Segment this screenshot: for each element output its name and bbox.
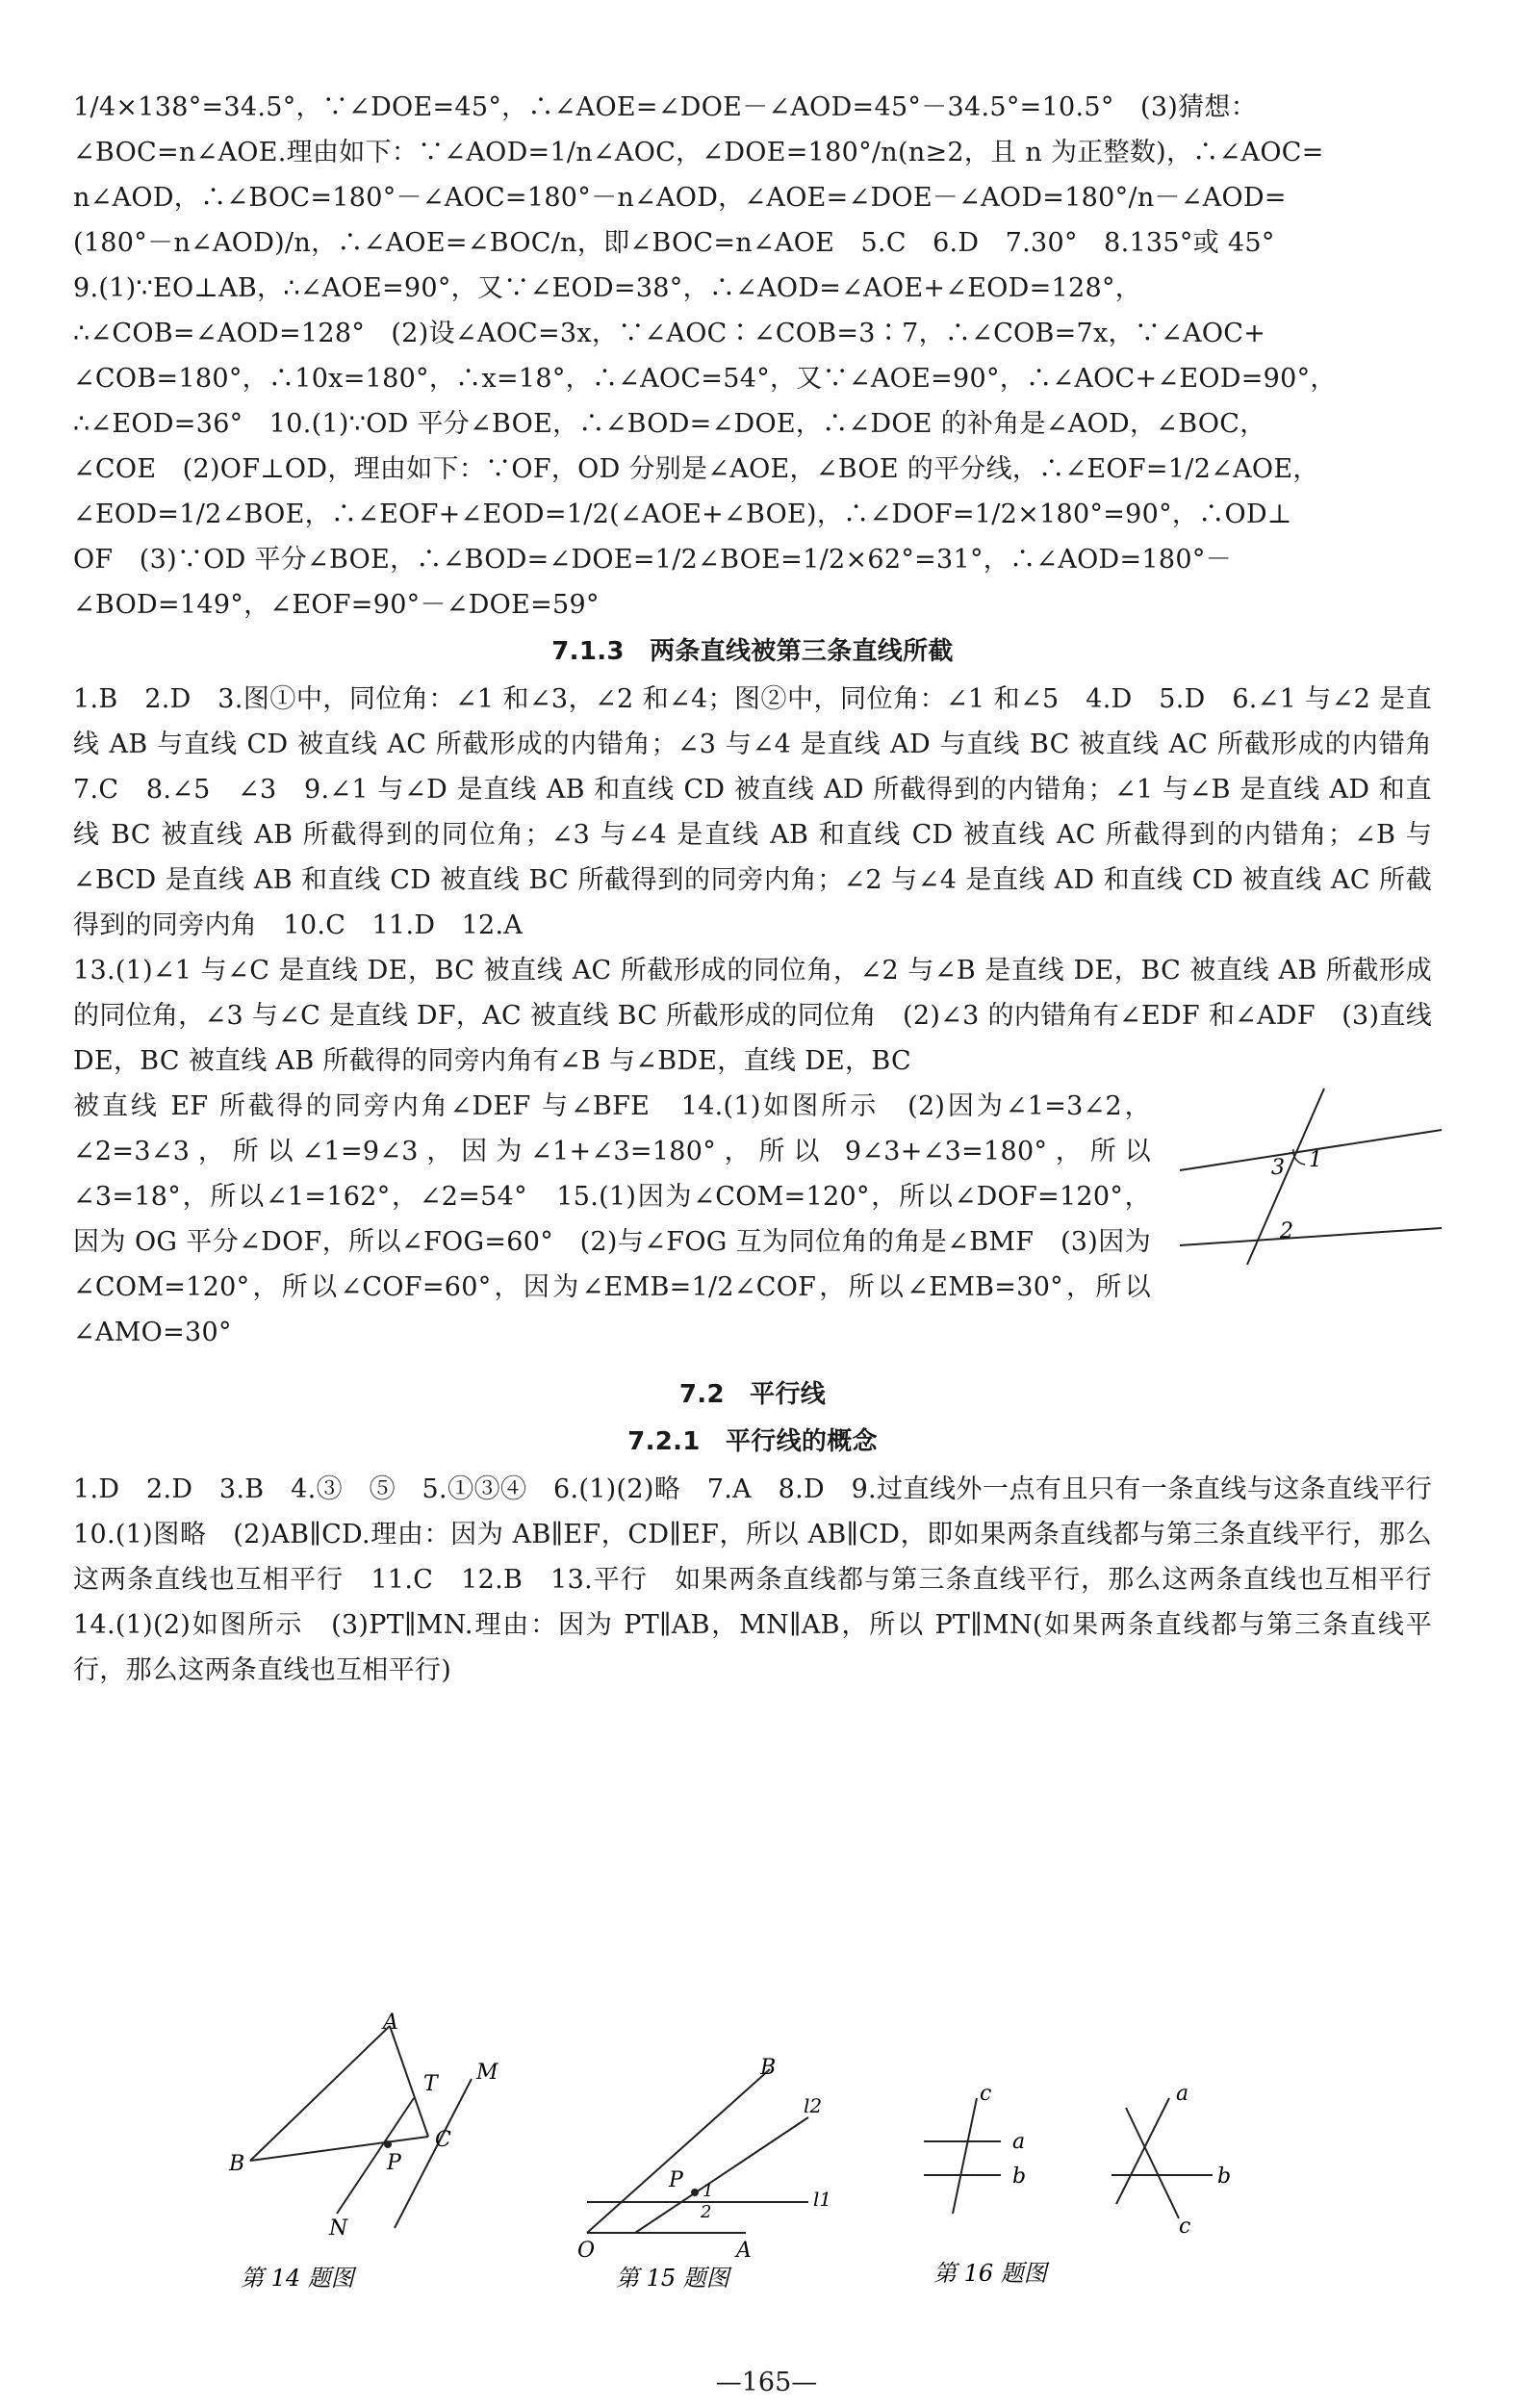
point-label: l1 [813,2188,832,2211]
line-label: b [1217,2165,1232,2189]
point-label: P [669,2168,683,2192]
text-line: OF (3)∵OD 平分∠BOE，∴∠BOD=∠DOE=1/2∠BOE=1/2×62°=31°，∴∠AOD=180°－ [73,545,1232,575]
point-label: M [476,2061,498,2085]
angle-label: 2 [701,2202,712,2222]
text-line: n∠AOD，∴∠BOC=180°－∠AOC=180°－n∠AOD，∠AOE=∠DOE－∠AOD=180°/n－∠AOD= [73,183,1287,213]
text-line: ∠BOC=n∠AOE.理由如下：∵∠AOD=1/n∠AOC，∠DOE=180°/n(n≥2，且 n 为正整数)，∴∠AOC= [73,138,1324,167]
answer-page [73,85,1459,1693]
text-line: (180°－n∠AOD)/n，∴∠AOE=∠BOC/n，即∠BOC=n∠AOE 5.C 6.D 7.30° 8.135°或 45° [73,228,1275,258]
point-p [384,2140,392,2148]
text-line: ∴∠EOD=36° 10.(1)∵OD 平分∠BOE，∴∠BOD=∠DOE，∴∠DOE 的补角是∠AOD，∠BOC， [73,409,1266,439]
figure-14 [221,2011,568,2292]
text-line: ∠EOD=1/2∠BOE，∴∠EOF+∠EOD=1/2(∠AOE+∠BOE)，∴∠DOF=1/2×180°=90°，∴OD⊥ [73,500,1292,529]
text-line: ∠COB=180°，∴10x=180°，∴x=18°，∴∠AOC=54°，又∵∠AOE=90°，∴∠AOC+∠EOD=90°， [73,364,1337,394]
segment [337,2098,414,2214]
segment [1116,2098,1169,2204]
text-line: ∴∠COB=∠AOD=128° (2)设∠AOC=3x，∵∠AOC∶∠COB=3∶7，∴∠COB=7x，∵∠AOC+ [73,319,1266,348]
text-line: ∠BOD=149°，∠EOF=90°－∠DOE=59° [73,590,600,620]
section-721-answers: 1.D 2.D 3.B 4.③ ⑤ 5.①③④ 6.(1)(2)略 7.A 8.D 9.过直线外一点有且只有一条直线与这条直线平行 10.(1)图略 (2)AB∥CD.理由：因为 AB∥EF，CD∥EF，所以 AB∥CD，即如果两条直线都与第三条直线平行，那么这两条直线也互相平行 11.C 12.B 13.平行 如果两条直线都与第三条直线平行，那么这两条直线也互相平行 14.(1)(2)如图所示 (3)PT∥MN.理由：因为 PT∥AB，MN∥AB，所以 PT∥MN(如果两条直线都与第三条直线平行，那么这两条直线也互相平行) [73,1474,1459,1685]
point-label: l2 [804,2094,823,2117]
figure-caption: 第 16 题图 [933,2260,1047,2287]
lower-line [1180,1228,1442,1245]
section-title-713: 7.1.3 两条直线被第三条直线所截 [551,637,954,666]
point-p [691,2189,699,2196]
point-label: A [736,2239,752,2263]
angle-label: 1 [703,2181,714,2201]
point-label: T [423,2072,438,2096]
top-block [73,85,1432,628]
figure-row [0,2011,1359,2292]
answer-14-block [73,1084,1432,1355]
point-label: B [760,2056,777,2080]
point-label: C [435,2128,451,2152]
section-713-answers: 1.B 2.D 3.图①中，同位角：∠1 和∠3，∠2 和∠4；图②中，同位角：∠1 和∠5 4.D 5.D 6.∠1 与∠2 是直线 AB 与直线 CD 被直线 AC 所截形成的内错角；∠3 与∠4 是直线 AD 与直线 BC 被直线 AC 所截形成的内错角 7.C 8.∠5 ∠3 9.∠1 与∠D 是直线 AB 和直线 CD 被直线 AD 所截得到的内错角；∠1 与∠B 是直线 AD 和直线 BC 被直线 AB 所截得到的同位角；∠3 与∠4 是直线 AB 和直线 CD 被直线 AC 所截得到的内错角；∠B 与∠BCD 是直线 AB 和直线 CD 被直线 BC 所截得到的同旁内角；∠2 与∠4 是直线 AD 和直线 CD 被直线 AC 所截得到的同旁内角 10.C 11.D 12.A [73,684,1459,940]
section-713-answer-14: 被直线 EF 所截得的同旁内角∠DEF 与∠BFE 14.(1)如图所示 (2)因为∠1=3∠2，∠2=3∠3，所以∠1=9∠3，因为∠1+∠3=180°，所以 9∠3+∠3=180°，所以∠3=18°，所以∠1=162°，∠2=54° 15.(1)因为∠COM=120°，所以∠DOF=120°，因为 OG 平分∠DOF，所以∠FOG=60° (2)与∠FOG 互为同位角的角是∠BMF (3)因为∠COM=120°，所以∠COF=60°，因为∠EMB=1/2∠COF，所以∠EMB=30°，所以∠AMO=30° [73,1091,1151,1347]
segment [635,2117,808,2233]
point-label: P [387,2151,401,2175]
point-label: O [577,2239,596,2263]
segment [395,2079,472,2228]
figure-15 [577,2056,847,2292]
segment [390,2026,428,2137]
page-number: —165— [715,2368,818,2397]
line-label: a [1012,2130,1026,2154]
angle-label: 1 [1309,1148,1323,1172]
text-line: ∠COE (2)OF⊥OD，理由如下：∵OF，OD 分别是∠AOE，∠BOE 的平分线，∴∠EOF=1/2∠AOE， [73,454,1319,484]
text-line: 1/4×138°=34.5°，∵∠DOE=45°，∴∠AOE=∠DOE－∠AOD=45°－34.5°=10.5° (3)猜想： [73,92,1258,122]
section-subtitle-721: 7.2.1 平行线的概念 [627,1427,878,1456]
segment [1126,2108,1179,2218]
segment [953,2098,977,2214]
angle-figure [1180,1084,1442,1267]
segment [250,2026,390,2161]
line-label: b [1012,2165,1027,2189]
point-label: N [329,2216,348,2241]
line-label: c [980,2082,992,2106]
angle-label: 3 [1271,1156,1286,1180]
angle-label: 2 [1280,1219,1294,1243]
text-line: 9.(1)∵EO⊥AB，∴∠AOE=90°，又∵∠EOD=38°，∴∠AOD=∠AOE+∠EOD=128°， [73,273,1142,303]
point-label: B [229,2152,245,2176]
segment [587,2069,770,2233]
segment [250,2137,428,2161]
figure-caption: 第 15 题图 [616,2265,729,2292]
line-label: a [1176,2082,1189,2106]
section-title-72: 7.2 平行线 [678,1380,827,1409]
point-label: A [383,2011,398,2035]
figure-16 [924,2079,1241,2291]
figure-caption: 第 14 题图 [241,2265,354,2292]
section-713-answer-13: 13.(1)∠1 与∠C 是直线 DE，BC 被直线 AC 所截形成的同位角，∠2 与∠B 是直线 DE，BC 被直线 AB 所截形成的同位角，∠3 与∠C 是直线 DF，AC 被直线 BC 所截形成的同位角 (2)∠3 的内错角有∠EDF 和∠ADF (3)直线 DE，BC 被直线 AB 所截得的同旁内角有∠B 与∠BDE，直线 DE，BC [73,956,1432,1076]
line-label: c [1179,2215,1191,2239]
